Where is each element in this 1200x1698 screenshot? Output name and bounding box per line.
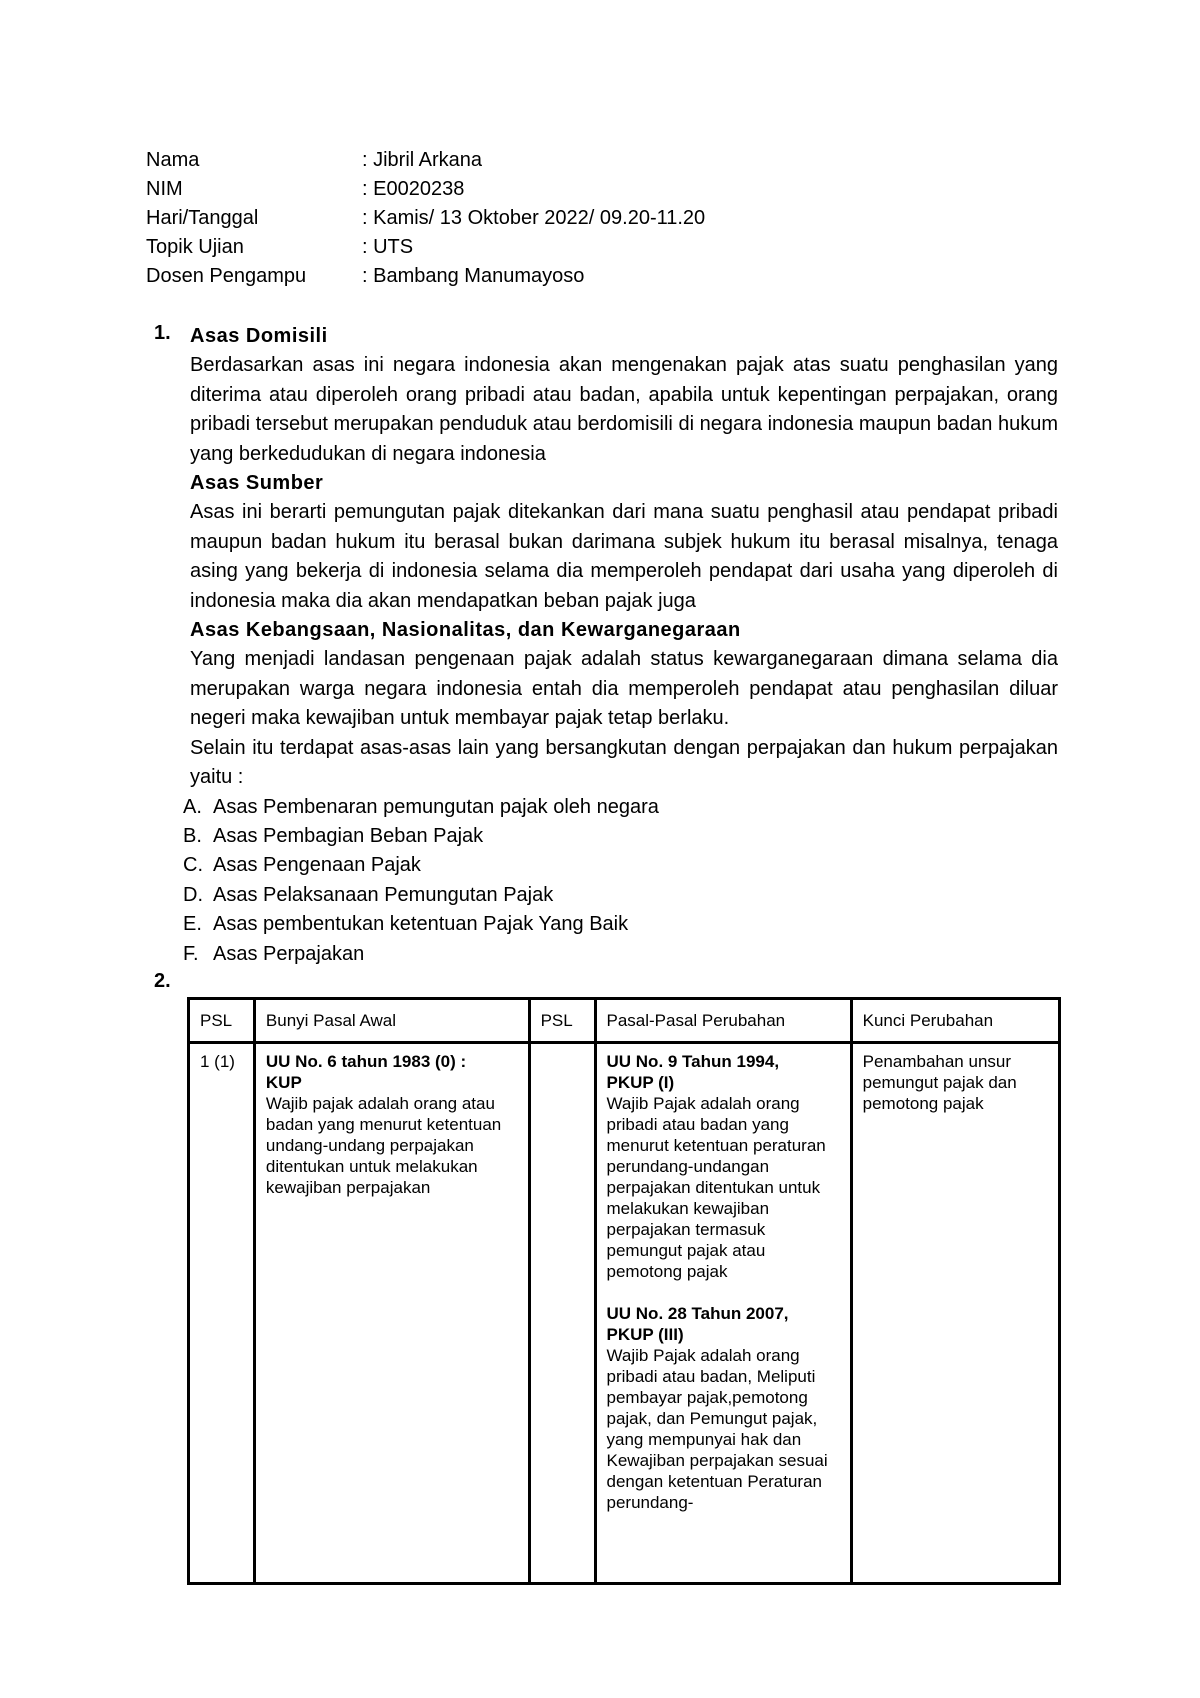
list-letter: A.: [183, 795, 202, 818]
column-header: PSL: [529, 999, 595, 1043]
asas-list: [183, 793, 1058, 969]
list-text: Asas Perpajakan: [213, 942, 365, 965]
law-subtitle: PKUP (III): [606, 1325, 684, 1344]
info-label: NIM: [146, 178, 183, 200]
table-header-row: [189, 999, 1060, 1043]
cell-kunci-perubahan: Penambahan unsur pemungut pajak dan pemotong pajak: [851, 1043, 1059, 1584]
section-1-body: [183, 322, 1058, 969]
column-header: PSL: [189, 999, 255, 1043]
pasal-table: [187, 997, 1061, 1585]
info-row-topic: [146, 233, 705, 262]
list-item: [183, 851, 1058, 880]
info-label: Nama: [146, 149, 200, 171]
paragraph-domisili: Berdasarkan asas ini negara indonesia akan mengenakan pajak atas suatu penghasilan yang diterima atau diperoleh orang pribadi atau badan, apabila untuk kepentingan perpajakan, orang pribadi tersebut merupakan penduduk atau berdomisili di negara indonesia maupun badan hukum yang berkedudukan di negara indonesia: [190, 354, 1058, 465]
info-value: : UTS: [362, 236, 414, 258]
heading-asas-domisili: Asas Domisili: [190, 325, 328, 347]
section-number: 2.: [154, 970, 171, 992]
info-value: : Bambang Manumayoso: [362, 265, 585, 287]
law-subtitle: KUP: [265, 1073, 302, 1092]
list-text: Asas Pembagian Beban Pajak: [213, 824, 484, 847]
cell-bunyi-pasal-awal: [254, 1043, 529, 1584]
list-item: [183, 822, 1058, 851]
table-row: [189, 1043, 1060, 1584]
info-label: Topik Ujian: [146, 236, 244, 258]
cell-psl: 1 (1): [189, 1043, 255, 1584]
student-info: [146, 146, 705, 291]
list-text: Asas Pembenaran pemungutan pajak oleh negara: [213, 795, 659, 818]
law-title: UU No. 6 tahun 1983 (0) :: [265, 1052, 467, 1071]
law-text: Wajib pajak adalah orang atau badan yang menurut ketentuan undang-undang perpajakan ditentukan untuk melakukan kewajiban perpajakan: [265, 1094, 502, 1197]
list-letter: C.: [183, 854, 203, 877]
info-row-lecturer: [146, 262, 705, 291]
column-header: Kunci Perubahan: [851, 999, 1059, 1043]
list-item: [183, 793, 1058, 822]
list-text: Asas Pelaksanaan Pemungutan Pajak: [213, 883, 554, 906]
paragraph-asas-lain: Selain itu terdapat asas-asas lain yang bersangkutan dengan perpajakan dan hukum perpajakan yaitu :: [190, 736, 1058, 789]
list-letter: B.: [183, 824, 202, 847]
spacer: [607, 1282, 840, 1303]
list-item: [183, 881, 1058, 910]
list-text: Asas Pengenaan Pajak: [213, 854, 421, 877]
column-header: Bunyi Pasal Awal: [254, 999, 529, 1043]
cell-psl: [529, 1043, 595, 1584]
info-value: : E0020238: [362, 178, 465, 200]
info-label: Hari/Tanggal: [146, 207, 259, 229]
cell-pasal-perubahan: [595, 1043, 851, 1584]
list-letter: F.: [183, 942, 199, 965]
law-title: UU No. 9 Tahun 1994,: [606, 1052, 780, 1071]
law-text: Wajib Pajak adalah orang pribadi atau badan yang menurut ketentuan peraturan perundang-undangan perpajakan ditentukan untuk melakukan kewajiban perpajakan termasuk pemungut pajak atau pemotong pajak: [606, 1094, 826, 1281]
paragraph-kebangsaan: Yang menjadi landasan pengenaan pajak adalah status kewarganegaraan dimana selama dia merupakan warga negara indonesia entah dia memperoleh pendapat atau penghasilan diluar negeri maka kewajiban untuk membayar pajak tetap berlaku.: [190, 648, 1058, 730]
paragraph-sumber: Asas ini berarti pemungutan pajak ditekankan dari mana suatu penghasil atau pendapat pribadi maupun badan hukum itu berasal bukan darimana subjek hukum itu berasal misalnya, tenaga asing yang bekerja di indonesia selama dia memperoleh pendapat dari usaha yang diperoleh di indonesia maka dia akan mendapatkan beban pajak juga: [190, 501, 1058, 612]
list-item: [183, 940, 1058, 969]
heading-asas-kebangsaan: Asas Kebangsaan, Nasionalitas, dan Kewarganegaraan: [190, 619, 741, 642]
info-value: : Kamis/ 13 Oktober 2022/ 09.20-11.20: [362, 207, 706, 229]
column-header: Pasal-Pasal Perubahan: [595, 999, 851, 1043]
section-number: 1.: [154, 322, 171, 344]
info-row-date: [146, 204, 705, 233]
info-value: : Jibril Arkana: [362, 149, 483, 171]
list-letter: D.: [183, 883, 203, 906]
list-item: [183, 910, 1058, 939]
list-text: Asas pembentukan ketentuan Pajak Yang Baik: [213, 913, 629, 936]
list-letter: E.: [183, 913, 202, 936]
info-row-nim: [146, 175, 705, 204]
law-title: UU No. 28 Tahun 2007,: [606, 1304, 789, 1323]
info-label: Dosen Pengampu: [146, 265, 307, 287]
heading-asas-sumber: Asas Sumber: [190, 472, 324, 495]
info-row-name: [146, 146, 705, 175]
law-text: Wajib Pajak adalah orang pribadi atau badan, Meliputi pembayar pajak,pemotong pajak, dan Pemungut pajak, yang mempunyai hak dan Kewajiban perpajakan sesuai dengan ketentuan Peraturan perundang-: [606, 1346, 828, 1512]
law-subtitle: PKUP (I): [606, 1073, 675, 1092]
